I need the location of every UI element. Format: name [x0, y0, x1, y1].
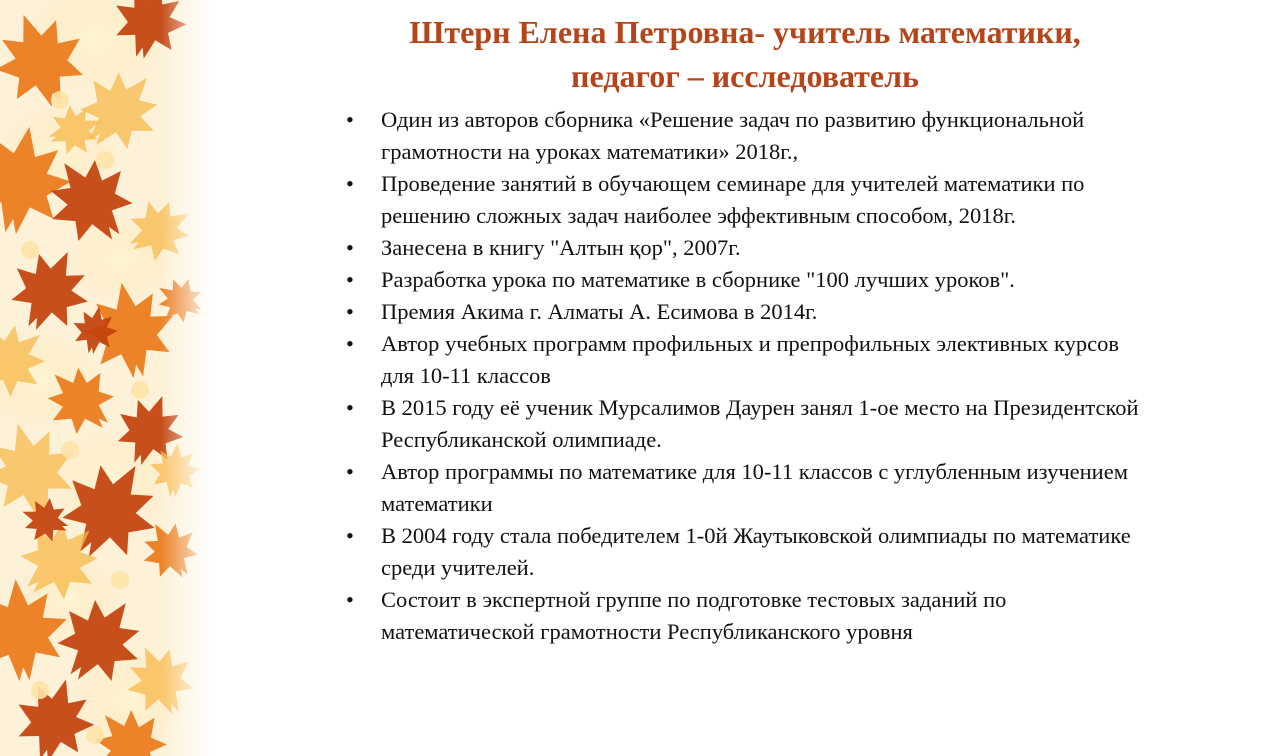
list-item-text: В 2004 году стала победителем 1-0й Жаутыковской олимпиады по математике среди учителей.: [381, 523, 1131, 580]
list-item-text: Премия Акима г. Алматы А. Есимова в 2014г.: [381, 299, 818, 324]
bullet-icon: •: [346, 395, 354, 420]
list-item: [346, 328, 1146, 392]
list-item: [346, 264, 1146, 296]
list-item: [346, 168, 1146, 232]
bullet-icon: •: [346, 587, 354, 612]
bullet-icon: •: [346, 171, 354, 196]
list-item: [346, 456, 1146, 520]
list-item-text: В 2015 году её ученик Мурсалимов Даурен занял 1-ое место на Президентской Республиканской олимпиаде.: [381, 395, 1139, 452]
list-item-text: Автор учебных программ профильных и препрофильных элективных курсов для 10-11 классов: [381, 331, 1120, 388]
list-item: [346, 296, 1146, 328]
list-item: [346, 392, 1146, 456]
bullet-icon: •: [346, 267, 354, 292]
bullet-icon: •: [346, 299, 354, 324]
list-item-text: Один из авторов сборника «Решение задач по развитию функциональной грамотности на уроках математики» 2018г.,: [381, 107, 1085, 164]
list-item-text: Разработка урока по математике в сборнике "100 лучших уроков".: [381, 267, 1015, 292]
achievements-list: [346, 104, 1146, 648]
autumn-leaves-border: [0, 0, 215, 756]
title-line-2: педагог – исследователь: [571, 58, 919, 94]
list-item: [346, 520, 1146, 584]
list-item-text: Занесена в книгу "Алтын қор", 2007г.: [381, 235, 741, 260]
bullet-icon: •: [346, 523, 354, 548]
bullet-icon: •: [346, 235, 354, 260]
bullet-icon: •: [346, 459, 354, 484]
list-item-text: Автор программы по математике для 10-11 классов с углубленным изучением математики: [381, 459, 1128, 516]
bullet-icon: •: [346, 331, 354, 356]
list-item: [346, 232, 1146, 264]
list-item-text: Состоит в экспертной группе по подготовке тестовых заданий по математической грамотности Республиканского уровня: [381, 587, 1007, 644]
title-line-1: Штерн Елена Петровна- учитель математики,: [409, 14, 1081, 50]
slide-title: [300, 10, 1190, 98]
list-item: [346, 104, 1146, 168]
list-item-text: Проведение занятий в обучающем семинаре для учителей математики по решению сложных задач наиболее эффективным способом, 2018г.: [381, 171, 1085, 228]
list-item: [346, 584, 1146, 648]
bullet-icon: •: [346, 107, 354, 132]
